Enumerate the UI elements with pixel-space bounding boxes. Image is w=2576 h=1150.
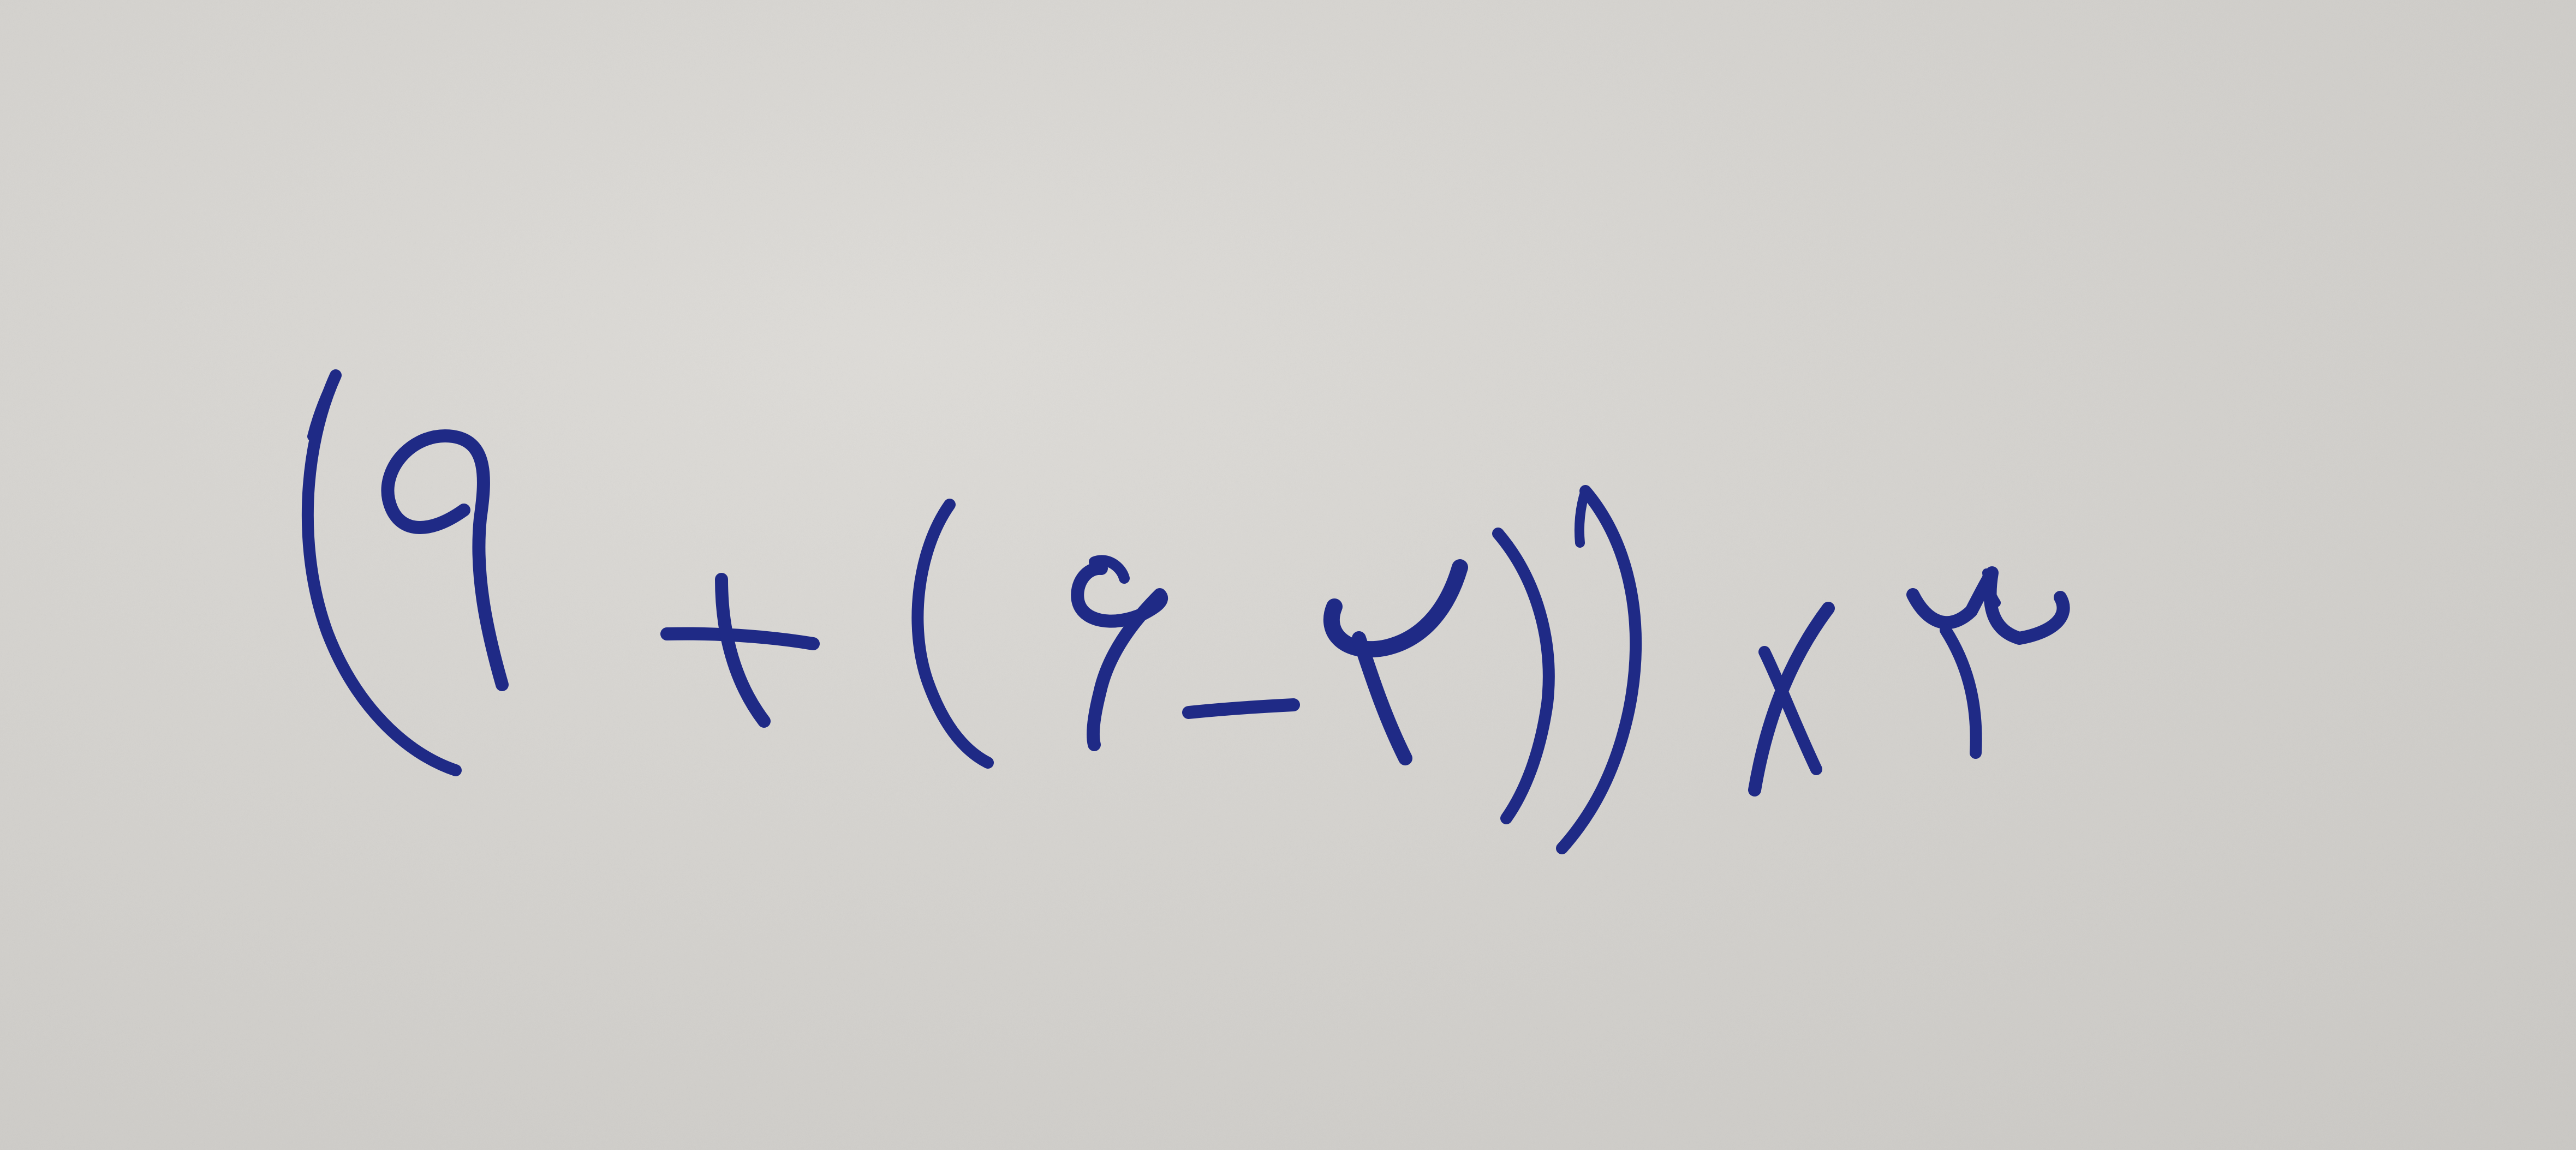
outer-close-paren-tick (1579, 491, 1585, 543)
plus-sign-vertical (721, 579, 764, 721)
digit-six (1077, 568, 1161, 745)
digit-three-stem (1946, 630, 1976, 753)
plus-sign-horizontal (667, 634, 813, 644)
minus-sign (1189, 705, 1293, 712)
inner-close-paren (1498, 534, 1549, 818)
digit-nine (387, 436, 502, 685)
inner-open-paren (917, 505, 988, 763)
outer-close-paren (1562, 491, 1636, 848)
digit-two (1332, 567, 1460, 649)
